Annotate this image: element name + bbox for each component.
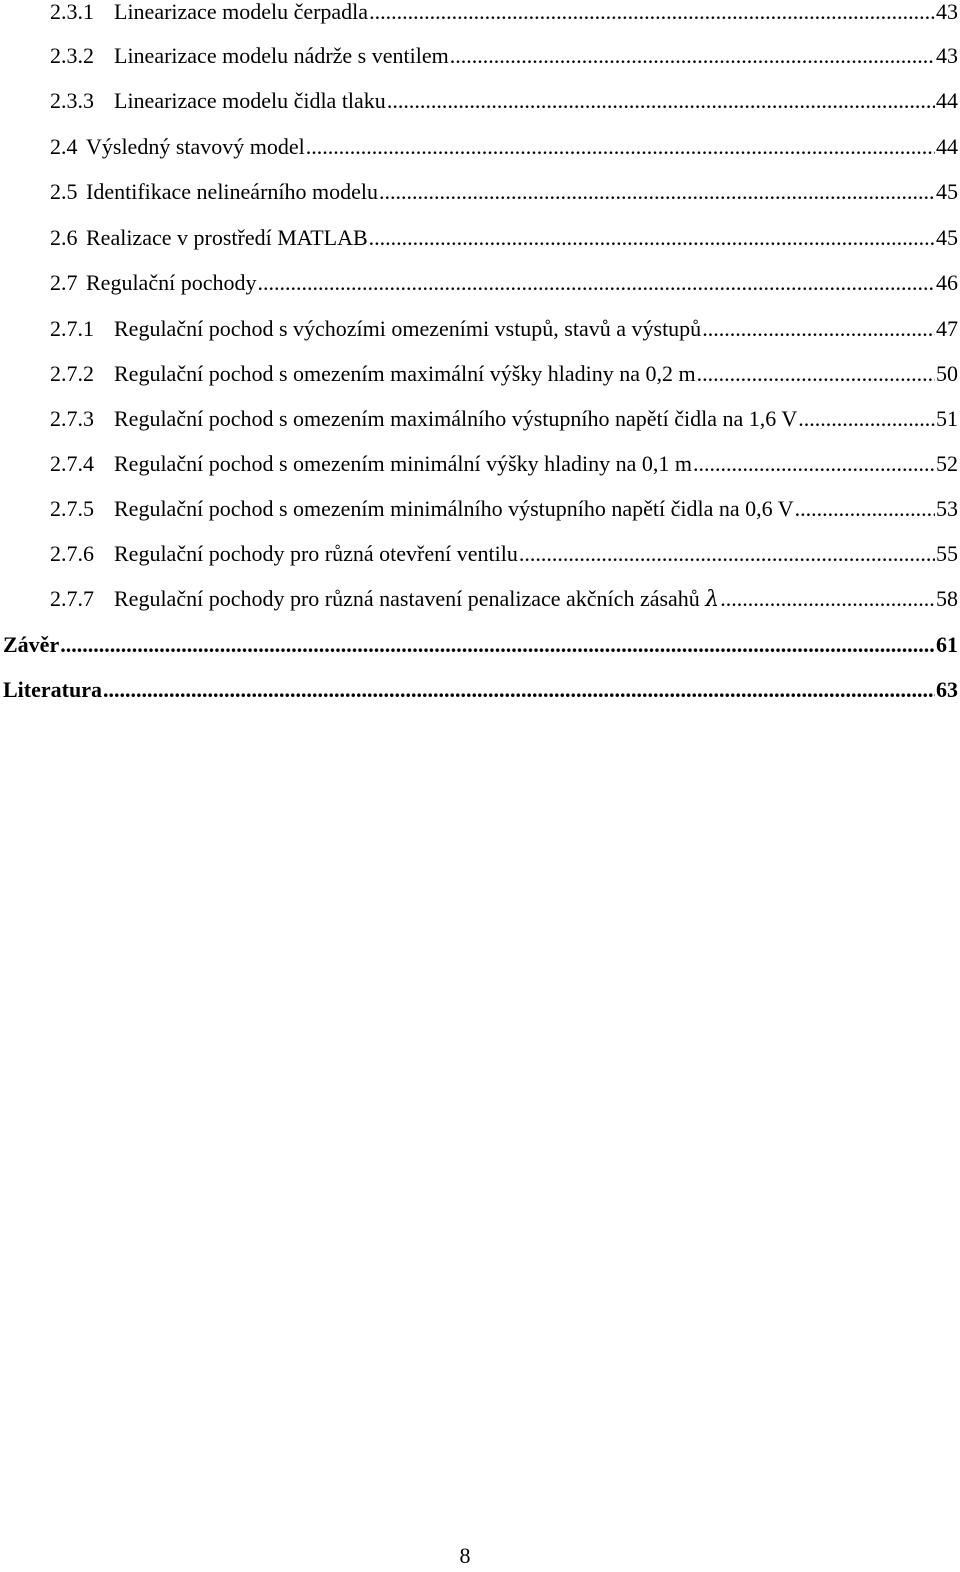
toc-entry-page: 52 (936, 451, 958, 476)
toc-entry-number: 2.7.1 (50, 316, 94, 341)
toc-entry-page: 47 (936, 316, 958, 341)
toc-entry-title: Literatura (3, 677, 102, 702)
dot-leader (257, 267, 935, 299)
dot-leader (387, 85, 935, 117)
dot-leader (702, 313, 935, 345)
toc-entry-title: Regulační pochod s výchozími omezeními vstupů, stavů a výstupů (114, 316, 702, 341)
toc-entry-title: Identifikace nelineárního modelu (86, 179, 378, 204)
toc-entry-title: Regulační pochody pro různá otevření ventilu (114, 541, 518, 566)
toc-entry-title: Závěr (3, 632, 60, 657)
toc-entry-2-7-2[interactable] (50, 358, 958, 390)
toc-entry-page: 53 (936, 496, 958, 521)
toc-entry-2-3-3[interactable] (50, 85, 958, 117)
toc-entry-page: 55 (936, 541, 958, 566)
toc-entry-number: 2.7.4 (50, 451, 94, 476)
dot-leader (720, 583, 935, 615)
toc-entry-title: Regulační pochod s omezením maximální výšky hladiny na 0,2 m (114, 361, 696, 386)
toc-entry-number: 2.7.5 (50, 496, 94, 521)
toc-entry-title-text: Regulační pochody pro různá nastavení penalizace akčních zásahů (114, 586, 700, 611)
toc-entry-number: 2.7.6 (50, 541, 94, 566)
toc-entry-number: 2.3.3 (50, 88, 94, 113)
toc-entry-number: 2.6 (50, 225, 78, 250)
toc-entry-number: 2.5 (50, 179, 78, 204)
toc-entry-2-7-7[interactable] (50, 583, 958, 615)
dot-leader (369, 0, 935, 28)
toc-entry-2-7-1[interactable] (50, 313, 958, 345)
toc-entry-number: 2.7.3 (50, 406, 94, 431)
dot-leader (519, 538, 935, 570)
toc-entry-2-7-6[interactable] (50, 538, 958, 570)
dot-leader (798, 403, 935, 435)
toc-entry-page: 46 (936, 270, 958, 295)
toc-entry-number: 2.4 (50, 134, 78, 159)
toc-entry-number: 2.7 (50, 270, 78, 295)
toc-entry-2-7[interactable] (50, 267, 958, 299)
lambda-symbol: λ (705, 587, 720, 612)
toc-entry-page: 51 (936, 406, 958, 431)
toc-entry-title: Regulační pochody (86, 270, 257, 295)
dot-leader (60, 629, 935, 661)
toc-entry-number: 2.3.2 (50, 43, 94, 68)
toc-entry-title: Regulační pochod s omezením minimálního výstupního napětí čidla na 0,6 V (114, 496, 794, 521)
toc-entry-page: 58 (936, 586, 958, 611)
toc-entry-title (114, 583, 719, 616)
toc-entry-2-3-2[interactable] (50, 40, 958, 72)
dot-leader (306, 131, 935, 163)
toc-entry-number: 2.7.2 (50, 361, 94, 386)
toc-entry-2-7-3[interactable] (50, 403, 958, 435)
toc-entry-number: 2.3.1 (50, 0, 94, 24)
dot-leader (693, 448, 935, 480)
toc-entry-page: 44 (936, 88, 958, 113)
toc-entry-page: 44 (936, 134, 958, 159)
dot-leader (369, 222, 935, 254)
toc-entry-2-5[interactable] (50, 176, 958, 208)
toc-entry-page: 43 (936, 43, 958, 68)
toc-entry-page: 50 (936, 361, 958, 386)
dot-leader (379, 176, 935, 208)
toc-entry-page: 61 (936, 632, 958, 657)
toc-entry-page: 63 (936, 677, 958, 702)
toc-entry-page: 43 (936, 0, 958, 24)
toc-entry-2-7-5[interactable] (50, 493, 958, 525)
toc-entry-page: 45 (936, 225, 958, 250)
dot-leader (450, 40, 935, 72)
toc-entry-2-7-4[interactable] (50, 448, 958, 480)
toc-entry-title: Linearizace modelu čerpadla (114, 0, 369, 24)
dot-leader (795, 493, 935, 525)
page-number: 8 (459, 1543, 471, 1568)
dot-leader (697, 358, 935, 390)
toc-entry-title: Linearizace modelu nádrže s ventilem (114, 43, 449, 68)
toc-entry-title: Linearizace modelu čidla tlaku (114, 88, 386, 113)
toc-entry-title: Výsledný stavový model (86, 134, 305, 159)
toc-entry-zaver[interactable] (3, 629, 958, 661)
toc-entry-page: 45 (936, 179, 958, 204)
toc-entry-2-6[interactable] (50, 222, 958, 254)
toc-entry-literatura[interactable] (3, 674, 958, 706)
toc-entry-2-3-1[interactable] (50, 0, 958, 28)
toc-entry-2-4[interactable] (50, 131, 958, 163)
toc-entry-title: Realizace v prostředí MATLAB (86, 225, 368, 250)
toc-entry-title: Regulační pochod s omezením minimální výšky hladiny na 0,1 m (114, 451, 693, 476)
toc-entry-title: Regulační pochod s omezením maximálního výstupního napětí čidla na 1,6 V (114, 406, 798, 431)
dot-leader (103, 674, 935, 706)
toc-entry-number: 2.7.7 (50, 586, 94, 611)
